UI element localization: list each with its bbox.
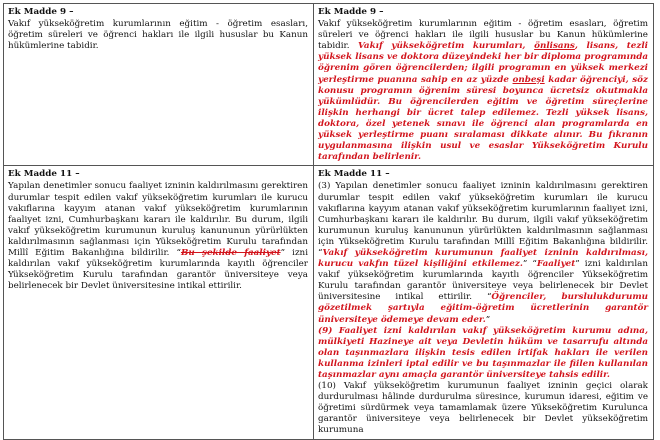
- added-text: Vakıf yükseköğretim kurumunun faaliyet izninin kaldırılması, kurucu vakfın tüzel kişiliğini etkilemez.: [318, 247, 648, 270]
- article-text: Vakıf yükseköğretim kurumlarının eğitim - öğretim esasları, öğretim süreleri ve öğrenci hakları ile ilgili hususlar bu Kanun hükümlerine tabidir.: [318, 19, 648, 52]
- added-text: kadar öğrenciyi, söz konusu programın öğrenim süresi boyunca ücretsiz okutmakla yükümlüdür. Bu öğrencilerden eğitim ve öğretim süreçlerine ilişkin herhangi bir ücret talep edilemez. Tezli yüksek lisans, doktora, özel yetenek sınavı ile öğrenci alan programlarda en yüksek yerleştirme puanı sıralaması dikkate alınır. Bu fıkranın uygulanmasına ilişkin usul ve esaslar Yükseköğretim Kurulu tarafından belirlenir.: [318, 74, 648, 163]
- article-heading: Ek Madde 9 –: [8, 7, 74, 17]
- article-body: [8, 19, 308, 52]
- paragraph-10: (10) Vakıf yükseköğretim kurumunun faaliyet izninin geçici olarak durdurulması hâlinde durdurulma süresince, kurumun idaresi, eğitim ve öğretimi sürdürmek veya tamamlamak üzere Yükseköğretim Kurulunca garantör üniversiteye veya belirlenecek bir Devlet yükseköğretim kurumuna: [318, 381, 648, 436]
- article-body: [8, 181, 308, 292]
- quote-mark: “: [486, 292, 492, 303]
- old-text-cell-article-9: [4, 4, 314, 166]
- table-row: [4, 4, 654, 166]
- quote-mark: ”: [575, 259, 580, 270]
- quote-mark: “: [527, 259, 537, 270]
- article-text: izni kaldırılan vakıf yükseköğretim kurumlarında kayıtlı öğrenciler Yükseköğretim Kurulu tarafından garantör üniversiteye veya belirlenecek bir Devlet üniversitesine intikal ettirilir.: [318, 259, 648, 303]
- new-text-cell-article-11: [314, 166, 654, 439]
- quote-mark: ”: [485, 314, 491, 325]
- underlined-word: onbeşi: [512, 74, 545, 85]
- added-text: Vakıf yükseköğretim kurumları,: [357, 41, 535, 52]
- added-text: Öğrenciler, burslulukdurumu gözetilmek şartıyla eğitim-öğretim ücretlerinin garantör üniversiteye ödemeye devam eder.: [318, 292, 648, 325]
- article-heading: Ek Madde 11 –: [318, 169, 390, 180]
- underlined-word: önlisans: [534, 41, 575, 52]
- article-text: izni kaldırılan vakıf yükseköğretim kurumlarında kayıtlı öğrenciler Yükseköğretim Kurulu tarafından garantör üniversiteye veya belirlenecek bir Devlet üniversitesine intikal ettirilir.: [8, 247, 308, 292]
- article-text: (3) Yapılan denetimler sonucu faaliyet izninin kaldırılmasını gerektiren durumlar tespit edilen vakıf yükseköğretim kurumları ile kurucu vakıflarına kayyım atanan vakıf yükseköğretim kurumlarının faaliyet izni, Cumhurbaşkanı kararı ile kaldırılır. Bu durum, ilgili vakıf yükseköğretim kurumunun kuruluş kanununun yürürlükten kaldırılmasının sağlanması için Yükseköğretim Kurulu tarafından Millî Eğitim Bakanlığına bildirilir.: [318, 181, 648, 247]
- added-paragraph: [318, 41, 648, 162]
- article-text: Vakıf yükseköğretim kurumlarının eğitim - öğretim esasları, öğretim süreleri ve öğrenci hakları ile ilgili hususlar bu Kanun hükümlerine tabidir.: [8, 19, 308, 52]
- quote-mark: “: [318, 247, 323, 258]
- paragraph-3: [318, 181, 648, 325]
- article-text: Yapılan denetimler sonucu faaliyet izninin kaldırılmasını gerektiren durumlar tespit edilen vakıf yükseköğretim kurumları ile kurucu vakıflarına kayyım atanan vakıf yükseköğretim kurumlarının faaliyet izni, Cumhurbaşkanı kararı ile kaldırılır. Bu durum, ilgili vakıf yükseköğretim kurumunun kuruluş kanununun yürürlükten kaldırılmasının sağlanması için Yükseköğretim Kurulu tarafından Millî Eğitim Bakanlığına bildirilir.: [8, 181, 308, 258]
- new-text-cell-article-9: [314, 4, 654, 166]
- table-row: [4, 166, 654, 439]
- article-body: [318, 19, 648, 163]
- quote-mark: ”: [280, 247, 286, 258]
- comparison-table: [3, 3, 654, 440]
- article-heading: Ek Madde 11 –: [8, 169, 80, 180]
- added-text: Faaliyet: [536, 259, 576, 270]
- article-heading: Ek Madde 9 –: [318, 7, 384, 17]
- paragraph-9: (9) Faaliyet izni kaldırılan vakıf yükseköğretim kurumu adına, mülkiyeti Hazineye ait veya Devletin hüküm ve tasarrufu altında olan taşınmazlara ilişkin tesis edilen irtifak hakları ile verilen kullanma izinleri iptal edilir ve bu taşınmazlar ile fiilen kullanılan taşınmazlar aynı amaçla garantör üniversiteye tahsis edilir.: [318, 325, 648, 380]
- quote-mark: ”: [522, 259, 528, 270]
- deleted-text: Bu şekilde faaliyet: [180, 247, 281, 258]
- quote-mark: “: [176, 247, 181, 258]
- added-text: , lisans, tezli yüksek lisans ve doktora düzeyindeki her bir diploma programında öğrenim gören öğrencilerden; ilgili programın en yüksek merkezi yerleştirme puanına sahip en az yüzde: [318, 41, 648, 85]
- old-text-cell-article-11: [4, 166, 314, 439]
